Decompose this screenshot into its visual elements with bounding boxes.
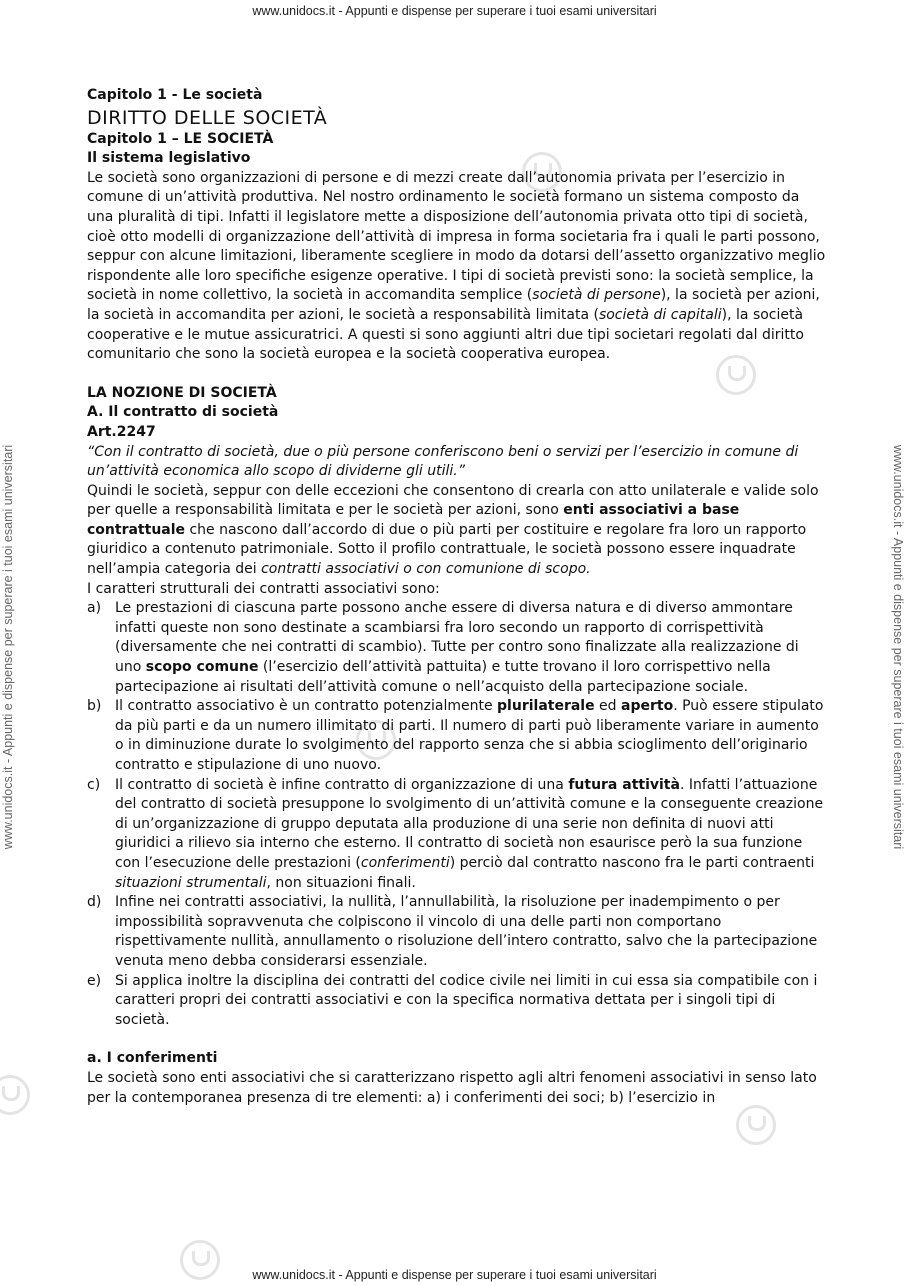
nozione-heading: LA NOZIONE DI SOCIETÀ bbox=[87, 384, 277, 401]
article-quote: “Con il contratto di società, due o più persone conferiscono beni o servizi per l’esercizio in comune di un’attività economica allo scopo di dividerne gli utili.” bbox=[87, 443, 799, 480]
right-side-watermark: www.unidocs.it - Appunti e dispense per superare i tuoi esami universitari bbox=[891, 444, 905, 850]
list-item: a) Le prestazioni di ciascuna parte possono anche essere di diversa natura e di diverso ammontare infatti queste non sono destinate a scambiarsi fra loro secondo un rapporto di corrispettività (diversamente che nei contratti di scambio). Tutte per contro sono finalizzate alla realizzazione di uno scopo comune (l’esercizio dell’attività pattuita) e tutte trovano il loro corrispettivo nella partecipazione ai risultati dell’attività comune o nell’acquisto della partecipazione sociale. bbox=[87, 600, 799, 695]
contratto-heading: A. Il contratto di società bbox=[87, 404, 279, 421]
list-item: e) Si applica inoltre la disciplina dei contratti del codice civile nei limiti in cui essa sia compatibile con i caratteri propri dei contratti associativi e con la specifica normativa dettata per i singoli tipi di società. bbox=[87, 972, 818, 1028]
footer-watermark: www.unidocs.it - Appunti e dispense per superare i tuoi esami universitari bbox=[252, 1268, 657, 1282]
article-number: Art.2247 bbox=[87, 423, 156, 440]
list-item: c) Il contratto di società è infine contratto di organizzazione di una futura attività. Infatti l’attuazione del contratto di società presuppone lo svolgimento di un’attività comune e la conseguente creazione di un’organizzazione di gruppo deputata alla produzione di una serie non definita di nuovi atti giuridici a rilievo sia interno che esterno. Il contratto di società non esaurisce però la sua funzione con l’esecuzione delle prestazioni (conferimenti) perciò dal contratto nascono fra le parti contraenti situazioni strumentali, non situazioni finali. bbox=[87, 776, 824, 891]
list-item: d) Infine nei contratti associativi, la nullità, l’annullabilità, la risoluzione per inadempimento o per impossibilità sopravvenuta che colpiscono il vincolo di una delle parti non comportano rispettivamente nullità, annullamento o risoluzione dell’intero contratto, salvo che la partecipazione venuta meno debba considerarsi essenziale. bbox=[87, 894, 818, 969]
left-side-watermark: www.unidocs.it - Appunti e dispense per superare i tuoi esami universitari bbox=[1, 444, 15, 850]
chapter-line: Capitolo 1 - Le società bbox=[87, 87, 263, 103]
section-heading: Il sistema legislativo bbox=[87, 150, 251, 167]
list-item: b) Il contratto associativo è un contratto potenzialmente plurilaterale ed aperto. Può essere stipulato da più parti e da un numero illimitato di parti. Il numero di parti può liberamente variare in aumento o in diminuzione durate lo svolgimento del rapporto senza che si abbia scioglimento dell’originario contratto e stipulazione di uno nuovo. bbox=[87, 698, 824, 773]
watermark-logo-icon bbox=[0, 1075, 30, 1115]
document-body bbox=[87, 86, 827, 1108]
characteristics-list bbox=[87, 599, 827, 1030]
intro-paragraph: Le società sono organizzazioni di persone e di mezzi create dall’autonomia privata per l’esercizio in comune di un’attività produttiva. Nel nostro ordinamento le società formano un sistema composto da una pluralità di tipi. Infatti il legislatore mette a disposizione dell’autonomia privata otto tipi di società, cioè otto modelli di organizzazione dell’attività di impresa in forma societaria fra i quali le parti possono, seppur con alcune limitazioni, liberamente scegliere in modo da dotarsi dell’assetto organizzativo meglio rispondente alle loro specifiche esigenze operative. I tipi di società previsti sono: la società semplice, la società in nome collettivo, la società in accomandita semplice (società di persone), la società per azioni, la società in accomandita per azioni, le società a responsabilità limitata (società di capitali), la società cooperative e le mutue assicuratrici. A questi si sono aggiunti altri due tipi societari regolati dal diritto comunitario che sono la società europea e la società cooperativa europea. bbox=[87, 169, 826, 363]
watermark-logo-icon bbox=[180, 1240, 220, 1280]
chapter-heading: Capitolo 1 – LE SOCIETÀ bbox=[87, 130, 274, 147]
main-title: DIRITTO DELLE SOCIETÀ bbox=[87, 106, 328, 129]
header-watermark: www.unidocs.it - Appunti e dispense per superare i tuoi esami universitari bbox=[252, 4, 657, 18]
paragraph-2: Quindi le società, seppur con delle eccezioni che consentono di crearla con atto unilaterale e valide solo per quelle a responsabilità limitata e per le società per azioni, sono enti associativi a base contrattuale che nascono dall’accordo di due o più parti per costituire e regolare fra loro un rapporto giuridico a contenuto patrimoniale. Sotto il profilo contrattuale, le società possono essere inquadrate nell’ampia categoria dei contratti associativi o con comunione di scopo. bbox=[87, 482, 819, 578]
watermark-logo-icon bbox=[736, 1105, 776, 1145]
last-paragraph: Le società sono enti associativi che si caratterizzano rispetto agli altri fenomeni associativi in senso lato per la contemporanea presenza di tre elementi: a) i conferimenti dei soci; b) l’esercizio in bbox=[87, 1069, 817, 1106]
conferimenti-heading: a. I conferimenti bbox=[87, 1050, 218, 1067]
paragraph-3: I caratteri strutturali dei contratti associativi sono: bbox=[87, 580, 440, 597]
